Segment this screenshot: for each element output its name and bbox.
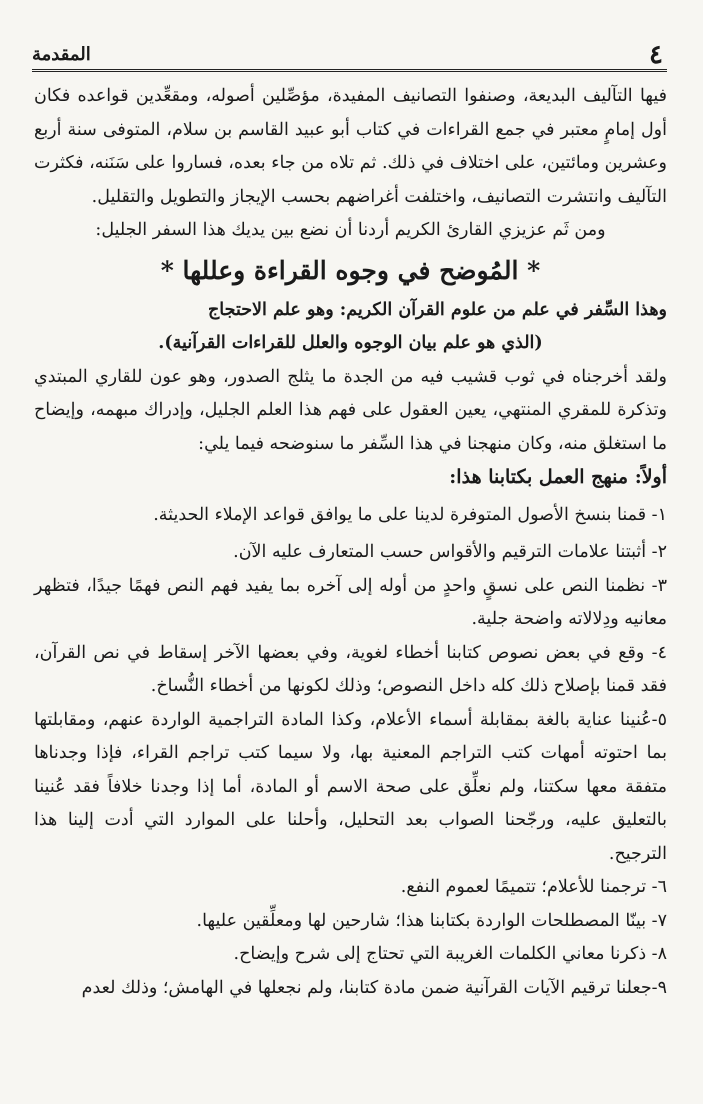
page-header [32,38,667,72]
list-item: ٦- ترجمنا للأعلام؛ تتميمًا لعموم النفع. [400,877,667,897]
paragraph-history: فيها التآليف البديعة، وصنفوا التصانيف المفيدة، مؤصِّلين أصوله، ومقعِّدين قواعده فكان أول إمامٍ معتبر في جمع القراءات في كتاب أبو عبيد القاسم بن سلام، المتوفى سنة أربع وعشرين ومائتين، على اختلاف في ذلك. ثم تلاه من جاء بعده، فساروا على سَنَنه، فكثرت التآليف وانتشرت التصانيف، واختلفت أغراضهم بحسب الإيجاز والتطويل والتقليل. [34,86,667,207]
list-item: ٧- بينّا المصطلحات الواردة بكتابنا هذا؛ شارحين لها ومعلِّقين عليها. [196,910,667,931]
list-item: ٥-عُنينا عناية بالغة بمقابلة أسماء الأعلام، وكذا المادة التراجمية الواردة عنهم، ومقابلتها بما احتوته أمهات كتب التراجم المعنية بها، ولا سيما كتب تراجم القراء، فإذا وجدناها متفقة معها سكتنا، ولم نعلِّق على صحة الاسم أو المادة، أما إذا وجدنا خلافاً فقد عُنينا بالتعليق عليه، ورجّحنا الصواب بعد التحليل، وأحلنا على الموارد التي أدت إلينا هذا الترجيح. [34,709,667,864]
list-item: ٩-جعلنا ترقيم الآيات القرآنية ضمن مادة كتابنا، ولم نجعلها في الهامش؛ وذلك لعدم [81,977,667,998]
paragraph-description: ولقد أخرجناه في ثوب قشيب فيه من الجدة ما يثلج الصدور، وهو عون للقاري المبتدي وتذكرة للمقري المنتهي، يعين العقول على فهم هذا العلم الجليل، وإدراك مبهمه، وإيضاح ما استغلق منه، وكان منهجنا في هذا السِّفر ما سنوضحه فيما يلي: [34,366,667,454]
paragraph-subject-line2: (الذي هو علم بيان الوجوه والعلل للقراءات القرآنية). [158,333,543,353]
list-item: ٢- أثبتنا علامات الترقيم والأقواس حسب المتعارف عليه الآن. [233,542,667,562]
list-item: ٨- ذكرنا معاني الكلمات الغريبة التي تحتاج إلى شرح وإيضاح. [233,944,667,964]
section-title: المقدمة [32,44,91,65]
book-title: * المُوضح في وجوه القراءة وعللها * [160,255,541,285]
page-number: ٤ [649,40,663,70]
paragraph-subject-line1: وهذا السِّفر في علم من علوم القرآن الكريم: وهو علم الاحتجاج [208,299,667,320]
page-body [34,80,667,1074]
list-item: ٤- وقع في بعض نصوص كتابنا أخطاء لغوية، وفي بعضها الآخر إسقاط في نص القرآن، فقد قمنا بإصلاح ذلك كله داخل النصوص؛ وذلك لكونها من أخطاء النُّساخ. [34,642,667,696]
list-item: ٣- نظمنا النص على نسقٍ واحدٍ من أوله إلى آخره بما يفيد فهم النص فهمًا جيدًا، فتظهر معانيه ودِلالاته واضحة جلية. [34,575,667,629]
header-rule [32,69,667,72]
list-item: ١- قمنا بنسخ الأصول المتوفرة لدينا على ما يوافق قواعد الإملاء الحديثة. [153,504,667,525]
paragraph-intro: ومن ثَم عزيزي القارئ الكريم أردنا أن نضع بين يديك هذا السفر الجليل: [95,220,606,240]
method-subheading: أولاً: منهج العمل بكتابنا هذا: [449,466,667,488]
